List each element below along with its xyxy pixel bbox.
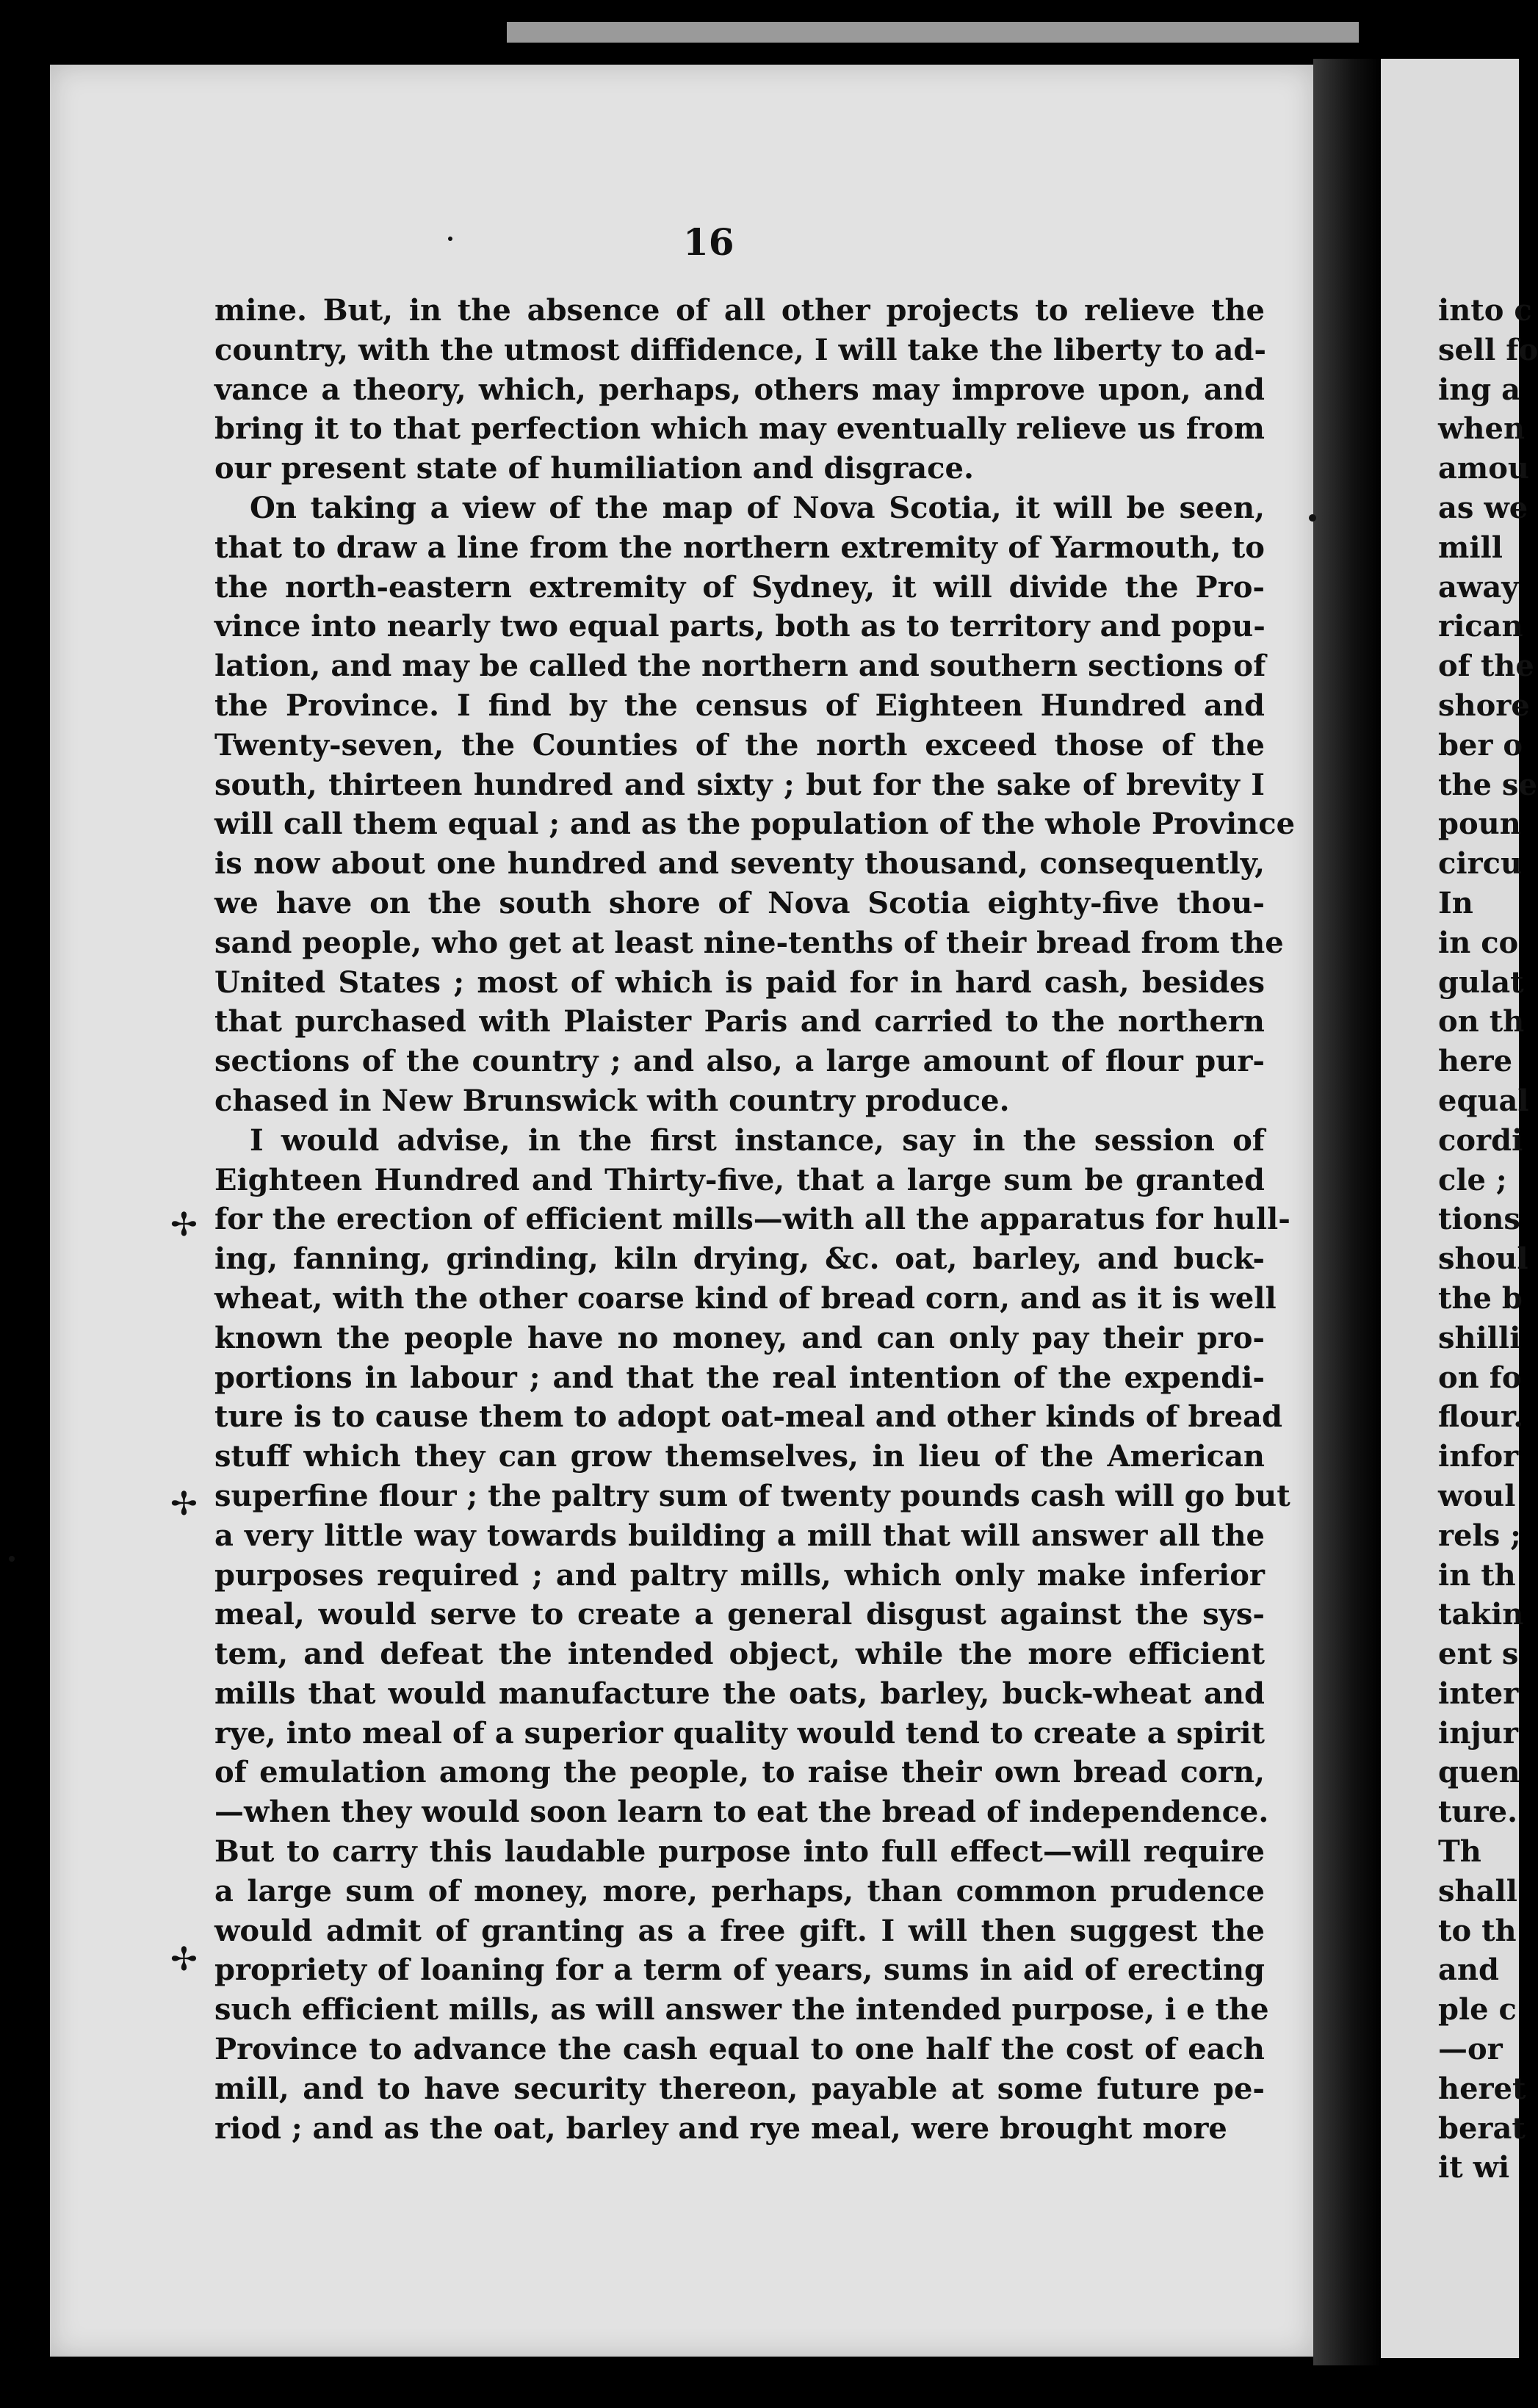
facing-line: tions — [1438, 1202, 1520, 1237]
facing-line: and — [1438, 1953, 1499, 1988]
facing-line: quen — [1438, 1755, 1520, 1790]
text-line: our present state of humiliation and disgrace. — [214, 451, 974, 486]
facing-line: ber o — [1438, 727, 1523, 763]
facing-line: the se — [1438, 767, 1537, 802]
text-line: bring it to that perfection which may eventually relieve us from — [214, 411, 1265, 447]
facing-line: cle ; — [1438, 1162, 1507, 1197]
text-line: that to draw a line from the northern extremity of Yarmouth, to — [214, 530, 1265, 565]
facing-line: ple c — [1438, 1992, 1517, 2027]
facing-line: it wi — [1438, 2150, 1510, 2185]
text-line: Eighteen Hundred and Thirty-five, that a large sum be granted — [214, 1162, 1265, 1197]
text-line: sections of the country ; and also, a large amount of flour pur- — [214, 1044, 1265, 1079]
facing-line: when — [1438, 411, 1526, 447]
text-line: tem, and defeat the intended object, while the more efficient — [214, 1637, 1265, 1672]
facing-line: on th — [1438, 1004, 1525, 1039]
text-line: chased in New Brunswick with country produce. — [214, 1083, 1010, 1118]
facing-line: rels ; — [1438, 1518, 1521, 1553]
facing-page-text — [1438, 291, 1538, 2188]
text-line: a very little way towards building a mill that will answer all the — [214, 1518, 1265, 1553]
facing-line: cordi — [1438, 1122, 1523, 1158]
facing-line: infor — [1438, 1439, 1519, 1474]
text-line: mill, and to have security thereon, payable at some future pe- — [214, 2071, 1265, 2106]
facing-line: In — [1438, 885, 1473, 920]
text-line: south, thirteen hundred and sixty ; but for the sake of brevity I — [214, 767, 1265, 802]
facing-line: amou — [1438, 451, 1530, 486]
facing-line: on fo — [1438, 1360, 1522, 1395]
facing-line: away — [1438, 569, 1519, 605]
text-line: would admit of granting as a free gift. I will then suggest the — [214, 1913, 1265, 1948]
facing-line: shoul — [1438, 1241, 1528, 1277]
text-line: mine. But, in the absence of all other projects to relieve the — [214, 293, 1265, 328]
text-line: will call them equal ; and as the population of the whole Province — [214, 807, 1296, 842]
text-line: known the people have no money, and can only pay their pro- — [214, 1320, 1265, 1355]
facing-line: takin — [1438, 1597, 1524, 1632]
facing-line: the b — [1438, 1280, 1523, 1316]
facing-line: sell fo — [1438, 332, 1538, 367]
text-line: United States ; most of which is paid for in hard cash, besides — [214, 965, 1265, 1000]
text-line: rye, into meal of a superior quality would tend to create a spirit — [214, 1715, 1265, 1751]
text-line: for the erection of efficient mills—with all the apparatus for hull- — [214, 1202, 1290, 1237]
facing-line: inter — [1438, 1676, 1519, 1711]
ink-speck — [448, 237, 452, 241]
facing-line: Th — [1438, 1834, 1481, 1870]
facing-line: shilli — [1438, 1320, 1521, 1355]
facing-line: in th — [1438, 1557, 1516, 1593]
margin-mark-icon: ✢ — [170, 1206, 198, 1244]
ink-speck — [1309, 514, 1316, 522]
text-line: mills that would manufacture the oats, barley, buck-wheat and — [214, 1676, 1265, 1711]
text-line: But to carry this laudable purpose into full effect—will require — [214, 1834, 1265, 1870]
facing-line: shall — [1438, 1873, 1517, 1908]
text-line: Twenty-seven, the Counties of the north exceed those of the — [214, 727, 1265, 763]
text-line: of emulation among the people, to raise their own bread corn, — [214, 1755, 1265, 1790]
text-line: ture is to cause them to adopt oat-meal and other kinds of bread — [214, 1399, 1282, 1435]
facing-line: rican — [1438, 609, 1523, 644]
facing-line: poun — [1438, 807, 1521, 842]
text-line: ing, fanning, grinding, kiln drying, &c. oat, barley, and buck- — [214, 1241, 1265, 1277]
text-line: meal, would serve to create a general disgust against the sys- — [214, 1597, 1265, 1632]
text-line: country, with the utmost diffidence, I will take the liberty to ad- — [214, 332, 1266, 367]
margin-mark-icon: ✢ — [170, 1941, 198, 1978]
facing-line: circu — [1438, 846, 1523, 882]
text-line: we have on the south shore of Nova Scotia eighty-five thou- — [214, 885, 1265, 920]
page-top-edge — [507, 22, 1359, 43]
text-line: —when they would soon learn to eat the bread of independence. — [214, 1795, 1269, 1830]
facing-line: gulat — [1438, 965, 1524, 1000]
facing-line: injur — [1438, 1715, 1518, 1751]
text-line: that purchased with Plaister Paris and carried to the northern — [214, 1004, 1265, 1039]
facing-line: here — [1438, 1044, 1513, 1079]
facing-line: shore — [1438, 688, 1530, 723]
facing-line: to th — [1438, 1913, 1517, 1948]
text-line: the north-eastern extremity of Sydney, it will divide the Pro- — [214, 569, 1265, 605]
facing-line: woul — [1438, 1478, 1516, 1513]
text-line: purposes required ; and paltry mills, which only make inferior — [214, 1557, 1265, 1593]
facing-line: heret — [1438, 2071, 1526, 2106]
facing-line: ent s — [1438, 1637, 1519, 1672]
facing-line: ture. — [1438, 1795, 1518, 1830]
body-text — [214, 291, 1296, 2148]
text-line: superfine flour ; the paltry sum of twenty pounds cash will go but — [214, 1478, 1290, 1513]
text-line: riod ; and as the oat, barley and rye meal, were brought more — [214, 2110, 1227, 2146]
facing-line: mill — [1438, 530, 1503, 565]
text-line: stuff which they can grow themselves, in lieu of the American — [214, 1439, 1265, 1474]
facing-line: flour. — [1438, 1399, 1524, 1435]
page-number: 16 — [683, 220, 734, 264]
text-line: sand people, who get at least nine-tenths of their bread from the — [214, 925, 1284, 960]
facing-line: into c — [1438, 293, 1532, 328]
text-line: such efficient mills, as will answer the intended purpose, i e the — [214, 1992, 1269, 2027]
facing-line: as we — [1438, 490, 1528, 525]
text-line: On taking a view of the map of Nova Scotia, it will be seen, — [250, 490, 1265, 525]
text-line: the Province. I find by the census of Eighteen Hundred and — [214, 688, 1265, 723]
text-line: a large sum of money, more, perhaps, than common prudence — [214, 1873, 1265, 1908]
text-line: I would advise, in the first instance, say in the session of — [250, 1122, 1265, 1158]
facing-line: equal — [1438, 1083, 1529, 1118]
margin-mark-icon: ✢ — [170, 1485, 198, 1523]
text-line: is now about one hundred and seventy thousand, consequently, — [214, 846, 1265, 882]
text-line: vance a theory, which, perhaps, others may improve upon, and — [214, 372, 1265, 407]
book-gutter — [1313, 59, 1381, 2365]
text-line: portions in labour ; and that the real intention of the expendi- — [214, 1360, 1265, 1395]
text-line: wheat, with the other coarse kind of bread corn, and as it is well — [214, 1280, 1277, 1316]
ink-speck — [9, 1556, 15, 1562]
facing-line: in co — [1438, 925, 1519, 960]
text-line: lation, and may be called the northern and southern sections of — [214, 649, 1266, 684]
text-line: vince into nearly two equal parts, both as to territory and popu- — [214, 609, 1266, 644]
text-line: propriety of loaning for a term of years, sums in aid of erecting — [214, 1953, 1265, 1988]
facing-line: —or — [1438, 2032, 1503, 2067]
text-line: Province to advance the cash equal to one half the cost of each — [214, 2032, 1265, 2067]
facing-line: of the — [1438, 649, 1534, 684]
facing-line: berat — [1438, 2110, 1526, 2146]
facing-line: ing a — [1438, 372, 1521, 407]
